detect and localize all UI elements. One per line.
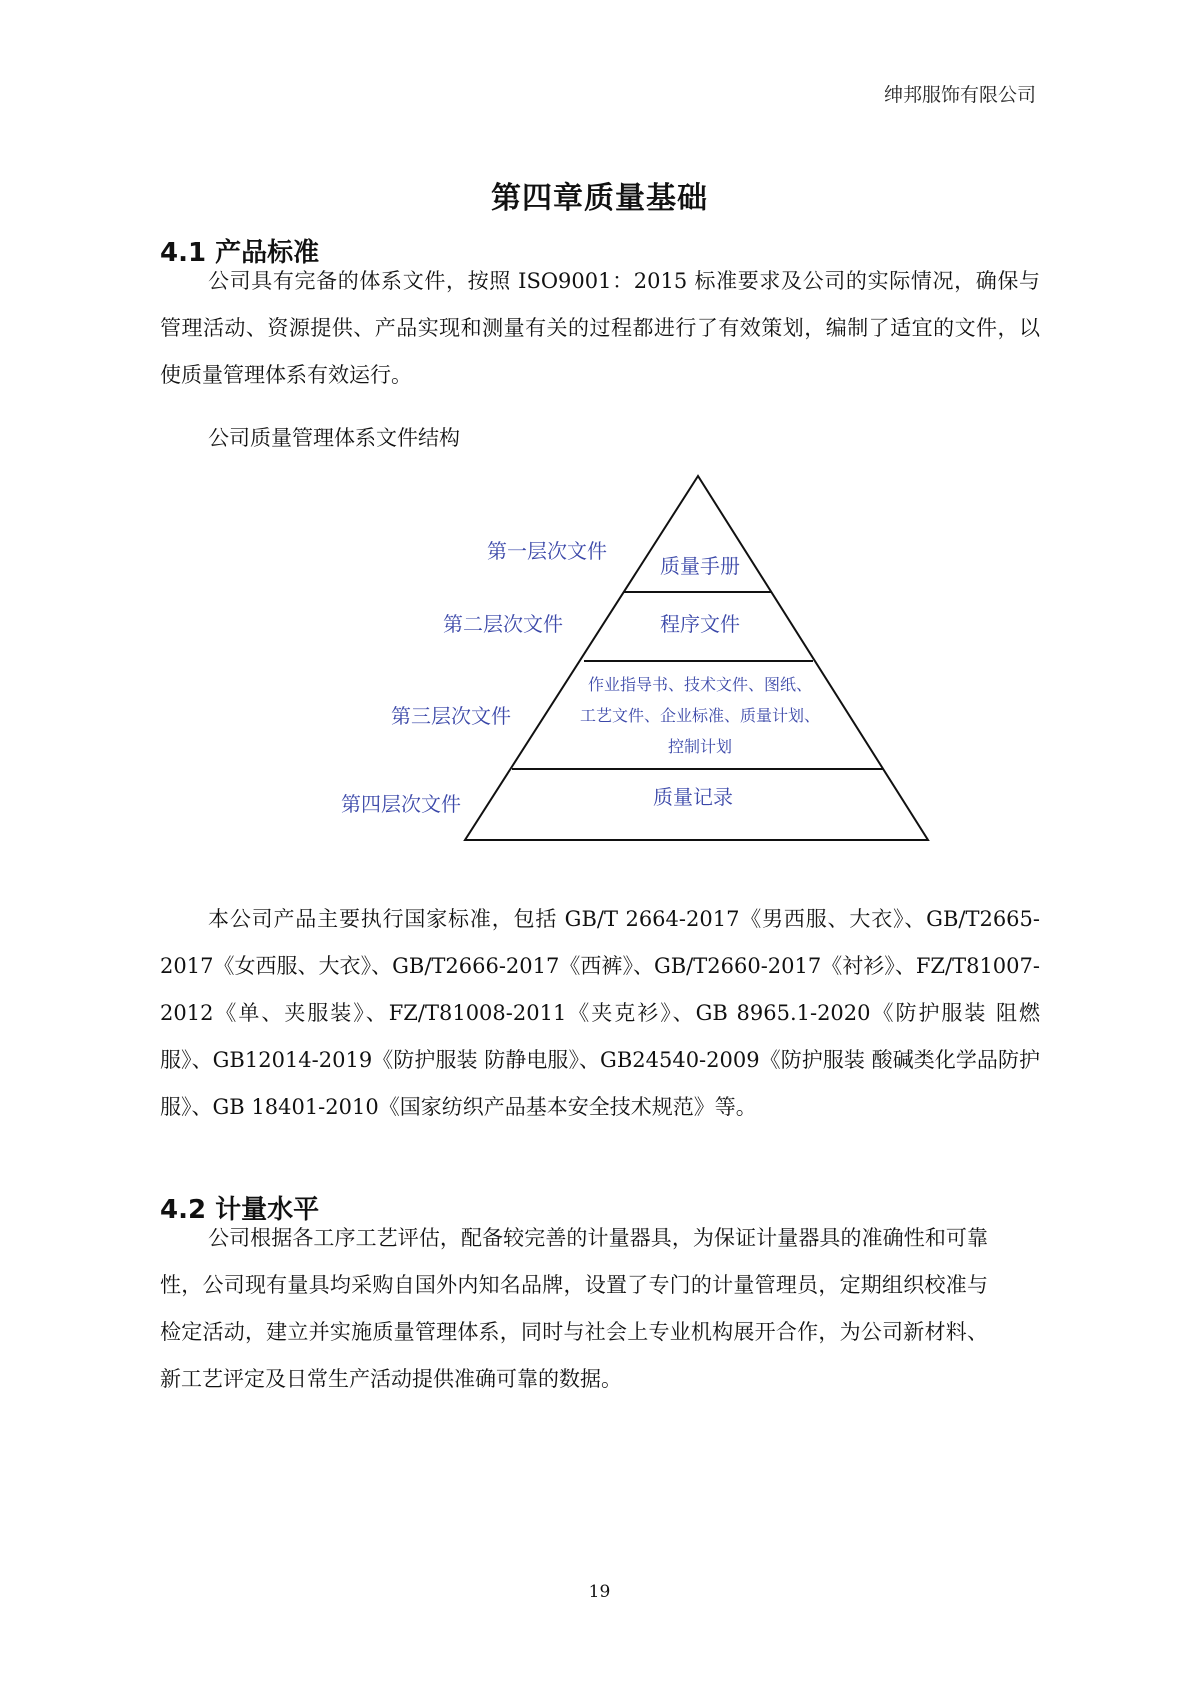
section-heading-4-1: 4.1 产品标准	[160, 238, 320, 268]
level-2-label: 第二层次文件	[443, 612, 563, 636]
level-3-line-2: 工艺文件、企业标准、质量计划、	[579, 706, 820, 725]
level-3-label: 第三层次文件	[391, 704, 511, 728]
level-4-content: 质量记录	[653, 785, 733, 809]
level-2-content: 程序文件	[660, 612, 740, 636]
level-3-line-1: 作业指导书、技术文件、图纸、	[587, 675, 812, 694]
page-number: 19	[588, 1582, 611, 1602]
paragraph-national-standards: 本公司产品主要执行国家标准，包括 GB/T 2664-2017《男西服、大衣》、GB/T2665-2017《女西服、大衣》、GB/T2666-2017《西裤》、GB/T2660-2017《衬衫》、FZ/T81007-2012《单、夹服装》、FZ/T81008-2011《夹克衫》、GB 8965.1-2020《防护服装 阻燃服》、GB12014-2019《防护服装 防静电服》、GB24540-2009《防护服装 酸碱类化学品防护服》、GB 18401-2010《国家纺织产品基本安全技术规范》等。	[160, 907, 1040, 1119]
paragraph-quality-system: 公司具有完备的体系文件，按照 ISO9001：2015 标准要求及公司的实际情况，确保与管理活动、资源提供、产品实现和测量有关的过程都进行了有效策划，编制了适宜的文件，以使质量管理体系有效运行。	[160, 269, 1040, 387]
section-heading-4-2: 4.2 计量水平	[160, 1195, 320, 1225]
paragraph-metrology: 公司根据各工序工艺评估，配备较完善的计量器具，为保证计量器具的准确性和可靠性，公司现有量具均采购自国外内知名品牌，设置了专门的计量管理员，定期组织校准与检定活动，建立并实施质量管理体系，同时与社会上专业机构展开合作，为公司新材料、新工艺评定及日常生产活动提供准确可靠的数据。	[160, 1226, 988, 1391]
chapter-title: 第四章质量基础	[491, 181, 708, 216]
level-3-line-3: 控制计划	[667, 737, 732, 756]
level-1-label: 第一层次文件	[487, 539, 607, 563]
level-1-content: 质量手册	[660, 554, 740, 578]
page-header-company: 绅邦服饰有限公司	[883, 84, 1036, 106]
level-4-label: 第四层次文件	[341, 792, 461, 816]
diagram-caption: 公司质量管理体系文件结构	[208, 426, 460, 450]
level-3-content	[560, 669, 840, 762]
